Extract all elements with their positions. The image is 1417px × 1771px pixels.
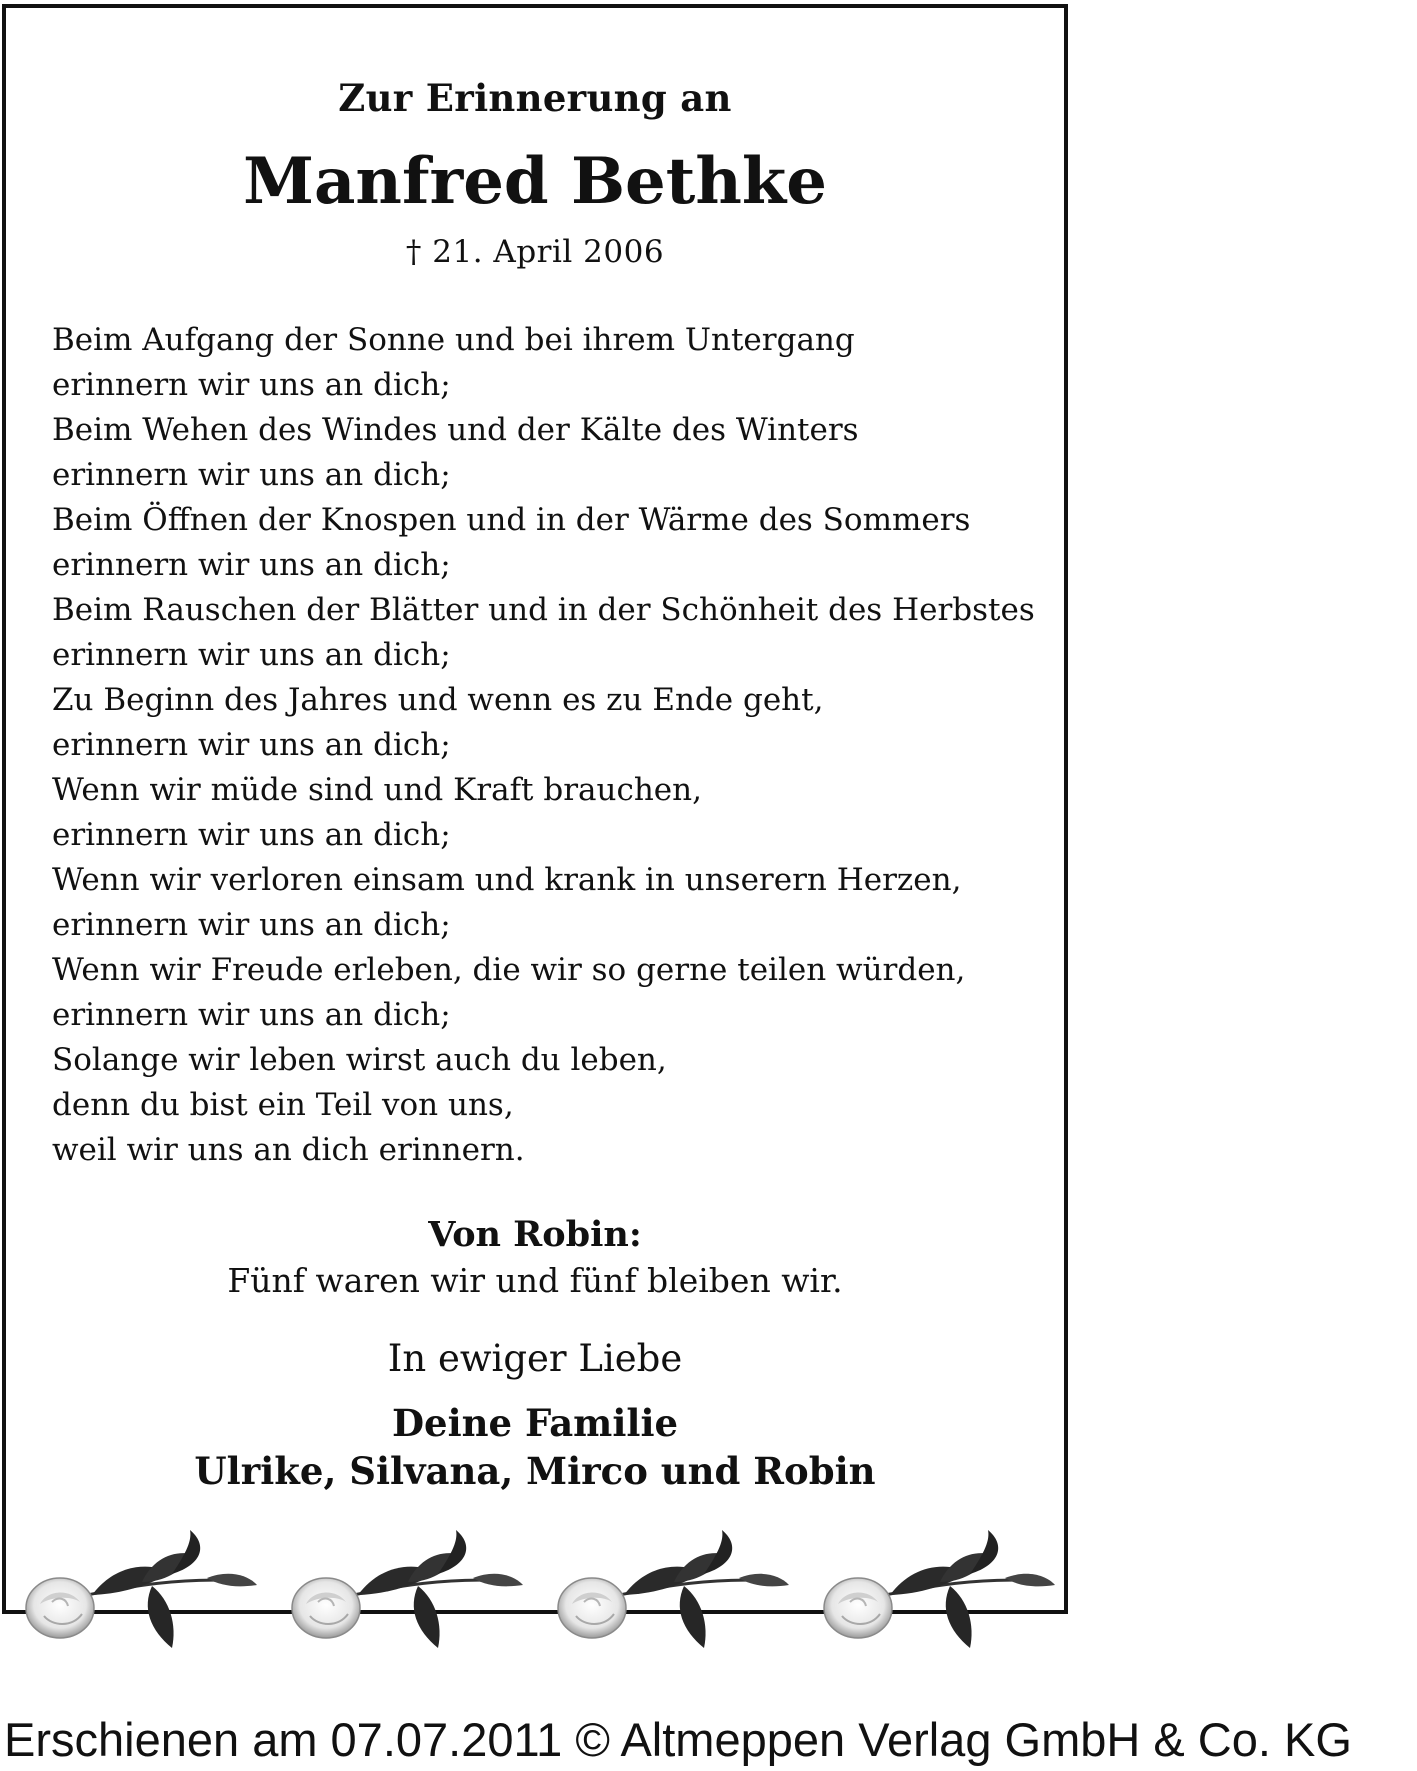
white-rose-icon xyxy=(26,1530,257,1648)
poem-line: Wenn wir verloren einsam und krank in unserern Herzen, xyxy=(52,862,962,898)
family-label: Deine Familie xyxy=(391,1401,679,1445)
poem-line: erinnern wir uns an dich; xyxy=(52,637,451,673)
poem-line: erinnern wir uns an dich; xyxy=(52,547,451,583)
memorial-poem xyxy=(52,318,1062,1173)
poem-line: Beim Öffnen der Knospen und in der Wärme des Sommers xyxy=(52,502,971,538)
poem-line: Beim Aufgang der Sonne und bei ihrem Untergang xyxy=(52,322,855,358)
poem-line: Solange wir leben wirst auch du leben, xyxy=(52,1042,667,1078)
white-rose-icon xyxy=(292,1530,523,1648)
poem-line: erinnern wir uns an dich; xyxy=(52,367,451,403)
eternal-love-line: In ewiger Liebe xyxy=(387,1337,683,1380)
obituary-notice xyxy=(2,4,1068,1614)
poem-line: erinnern wir uns an dich; xyxy=(52,457,451,493)
poem-line: erinnern wir uns an dich; xyxy=(52,997,451,1033)
poem-line: Wenn wir Freude erleben, die wir so gerne teilen würden, xyxy=(52,952,966,988)
white-rose-icon xyxy=(824,1530,1055,1648)
notice-heading: Zur Erinnerung an xyxy=(338,76,732,120)
white-rose-icon xyxy=(558,1530,789,1648)
poem-line: denn du bist ein Teil von uns, xyxy=(52,1087,514,1123)
publication-footer: Erschienen am 07.07.2011 © Altmeppen Verlag GmbH & Co. KG xyxy=(4,1713,1352,1766)
poem-line: erinnern wir uns an dich; xyxy=(52,907,451,943)
death-date: † 21. April 2006 xyxy=(405,234,665,270)
poem-line: Zu Beginn des Jahres und wenn es zu Ende geht, xyxy=(52,682,824,718)
poem-line: weil wir uns an dich erinnern. xyxy=(52,1132,525,1168)
poem-line: erinnern wir uns an dich; xyxy=(52,817,451,853)
from-text: Fünf waren wir und fünf bleiben wir. xyxy=(227,1261,843,1300)
poem-line: Wenn wir müde sind und Kraft brauchen, xyxy=(52,772,702,808)
deceased-name: Manfred Bethke xyxy=(243,144,827,219)
poem-line: erinnern wir uns an dich; xyxy=(52,727,451,763)
rose-border xyxy=(0,1510,1075,1670)
from-label: Von Robin: xyxy=(428,1214,642,1255)
poem-line: Beim Rauschen der Blätter und in der Schönheit des Herbstes xyxy=(52,592,1035,628)
family-names: Ulrike, Silvana, Mirco und Robin xyxy=(194,1449,876,1493)
poem-line: Beim Wehen des Windes und der Kälte des Winters xyxy=(52,412,859,448)
